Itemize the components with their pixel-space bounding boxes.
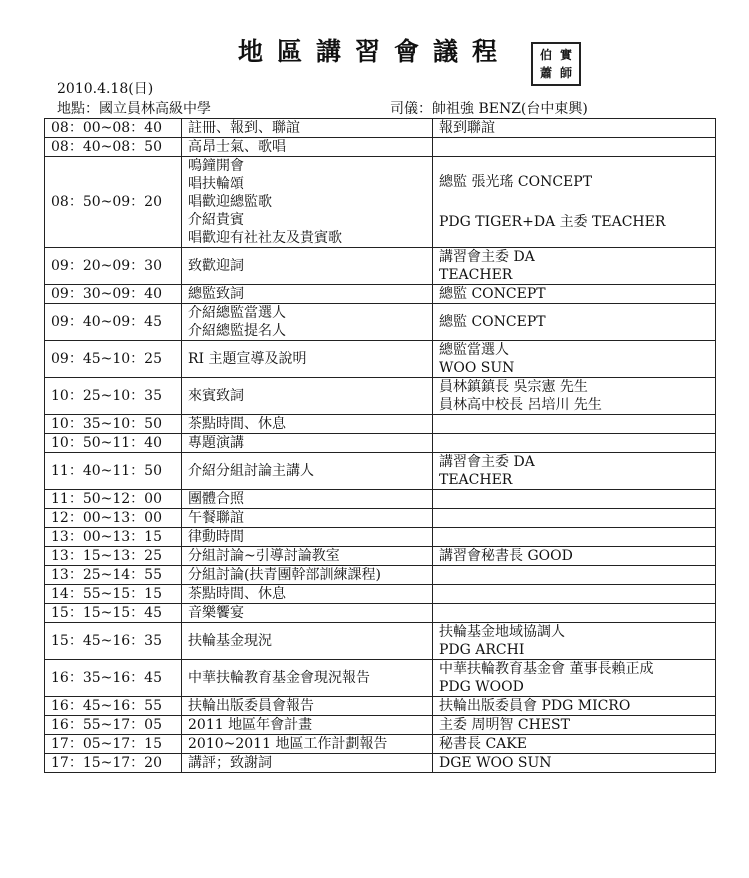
agenda-time: 11：50~12：00 xyxy=(45,490,182,509)
agenda-time: 14：55~15：15 xyxy=(45,585,182,604)
agenda-person-line: TEACHER xyxy=(439,267,513,283)
agenda-person xyxy=(433,585,716,604)
agenda-item-line: 高昂士氣、歌唱 xyxy=(188,139,286,155)
agenda-row xyxy=(45,453,716,490)
agenda-table xyxy=(44,118,716,773)
agenda-person xyxy=(433,547,716,566)
agenda-person-line: 講習會主委 DA xyxy=(439,454,535,470)
agenda-time: 15：15~15：45 xyxy=(45,604,182,623)
agenda-person-line: 秘書長 CAKE xyxy=(439,736,527,752)
agenda-person xyxy=(433,660,716,697)
agenda-person-line: 中華扶輪教育基金會 董事長賴正成 xyxy=(439,661,654,677)
agenda-item-line: 2011 地區年會計畫 xyxy=(188,717,313,733)
agenda-person-line: 員林高中校長 呂培川 先生 xyxy=(439,397,602,413)
agenda-row xyxy=(45,378,716,415)
agenda-time: 16：45~16：55 xyxy=(45,697,182,716)
agenda-row xyxy=(45,157,716,248)
agenda-person xyxy=(433,566,716,585)
agenda-item xyxy=(182,697,433,716)
agenda-row xyxy=(45,585,716,604)
agenda-item xyxy=(182,341,433,378)
agenda-item xyxy=(182,566,433,585)
agenda-item-line: 唱歡迎總監歌 xyxy=(188,194,272,210)
agenda-time: 10：35~10：50 xyxy=(45,415,182,434)
agenda-item-line: 專題演講 xyxy=(188,435,244,451)
agenda-item xyxy=(182,415,433,434)
agenda-item-line: 唱扶輪頌 xyxy=(188,176,244,192)
agenda-item xyxy=(182,623,433,660)
agenda-item-line: 來賓致詞 xyxy=(188,388,244,404)
agenda-person xyxy=(433,509,716,528)
agenda-item-line: 總監致詞 xyxy=(188,286,244,302)
agenda-person-line: 報到聯誼 xyxy=(439,120,495,136)
event-venue: 地點：國立員林高級中學 xyxy=(57,101,211,117)
agenda-item-line: 致歡迎詞 xyxy=(188,258,244,274)
agenda-person-line: WOO SUN xyxy=(439,360,515,376)
agenda-person-line: PDG ARCHI xyxy=(439,642,525,658)
agenda-person xyxy=(433,415,716,434)
seal-char: 實 xyxy=(559,48,572,62)
agenda-item-line: 介紹分組討論主講人 xyxy=(188,463,314,479)
agenda-row xyxy=(45,735,716,754)
agenda-item-line: 午餐聯誼 xyxy=(188,510,244,526)
agenda-item-line: 茶點時間、休息 xyxy=(188,416,286,432)
agenda-time: 10：50~11：40 xyxy=(45,434,182,453)
agenda-time: 13：25~14：55 xyxy=(45,566,182,585)
agenda-row xyxy=(45,415,716,434)
agenda-row xyxy=(45,660,716,697)
agenda-person xyxy=(433,285,716,304)
agenda-item xyxy=(182,248,433,285)
agenda-item xyxy=(182,138,433,157)
agenda-item xyxy=(182,604,433,623)
agenda-person xyxy=(433,341,716,378)
agenda-person xyxy=(433,490,716,509)
agenda-person-line: 總監當選人 xyxy=(439,342,509,358)
agenda-row xyxy=(45,604,716,623)
agenda-item-line: 介紹貴賓 xyxy=(188,212,244,228)
agenda-time: 09：30~09：40 xyxy=(45,285,182,304)
agenda-person-line: 扶輪基金地域協調人 xyxy=(439,624,565,640)
agenda-item xyxy=(182,547,433,566)
agenda-item xyxy=(182,453,433,490)
agenda-person xyxy=(433,528,716,547)
seal-char: 師 xyxy=(559,66,572,80)
agenda-item-line: 分組討論~引導討論教室 xyxy=(188,548,340,564)
agenda-item xyxy=(182,585,433,604)
agenda-time: 17：15~17：20 xyxy=(45,754,182,773)
agenda-person-line: 講習會主委 DA xyxy=(439,249,535,265)
agenda-time: 08：40~08：50 xyxy=(45,138,182,157)
agenda-row xyxy=(45,509,716,528)
agenda-item xyxy=(182,490,433,509)
agenda-person-line: 主委 周明智 CHEST xyxy=(439,717,570,733)
agenda-item-line: 講評；致謝詞 xyxy=(188,755,272,771)
agenda-row xyxy=(45,304,716,341)
agenda-person-line: 總監 CONCEPT xyxy=(439,314,546,330)
agenda-item-line: 音樂饗宴 xyxy=(188,605,244,621)
agenda-time: 09：40~09：45 xyxy=(45,304,182,341)
agenda-person-line: DGE WOO SUN xyxy=(439,755,552,771)
agenda-person xyxy=(433,434,716,453)
agenda-item xyxy=(182,119,433,138)
agenda-time: 09：20~09：30 xyxy=(45,248,182,285)
agenda-item xyxy=(182,528,433,547)
agenda-item-line: 鳴鐘開會 xyxy=(188,158,244,174)
agenda-item-line: 律動時間 xyxy=(188,529,244,545)
agenda-item-line: 茶點時間、休息 xyxy=(188,586,286,602)
agenda-time: 08：50~09：20 xyxy=(45,157,182,248)
agenda-row xyxy=(45,528,716,547)
agenda-person xyxy=(433,378,716,415)
agenda-person-line: 講習會秘書長 GOOD xyxy=(439,548,573,564)
agenda-row xyxy=(45,248,716,285)
agenda-item-line: 2010~2011 地區工作計劃報告 xyxy=(188,736,388,752)
agenda-item xyxy=(182,735,433,754)
agenda-time: 17：05~17：15 xyxy=(45,735,182,754)
agenda-time: 10：25~10：35 xyxy=(45,378,182,415)
agenda-time: 16：35~16：45 xyxy=(45,660,182,697)
agenda-item xyxy=(182,285,433,304)
agenda-person-line: TEACHER xyxy=(439,472,513,488)
agenda-item xyxy=(182,434,433,453)
agenda-person-line: 總監 CONCEPT xyxy=(439,286,546,302)
agenda-person-line: PDG WOOD xyxy=(439,679,524,695)
agenda-row xyxy=(45,119,716,138)
agenda-row xyxy=(45,490,716,509)
agenda-person xyxy=(433,623,716,660)
agenda-person xyxy=(433,604,716,623)
agenda-person-line: PDG TIGER+DA 主委 TEACHER xyxy=(439,214,666,230)
agenda-item-line: 扶輪基金現況 xyxy=(188,633,272,649)
agenda-person xyxy=(433,119,716,138)
agenda-row xyxy=(45,754,716,773)
agenda-time: 11：40~11：50 xyxy=(45,453,182,490)
agenda-row xyxy=(45,623,716,660)
page-title: 地區講習會議程 xyxy=(237,37,511,66)
agenda-person xyxy=(433,754,716,773)
seal-stamp xyxy=(531,42,581,86)
agenda-item-line: 唱歡迎有社社友及貴賓歌 xyxy=(188,230,342,246)
agenda-person xyxy=(433,157,716,248)
agenda-time: 15：45~16：35 xyxy=(45,623,182,660)
agenda-item-line: 介紹總監提名人 xyxy=(188,323,286,339)
agenda-item-line: 中華扶輪教育基金會現況報告 xyxy=(188,670,370,686)
agenda-person-line: 總監 張光瑤 CONCEPT xyxy=(439,174,593,190)
agenda-person xyxy=(433,304,716,341)
agenda-person-line: 扶輪出版委員會 PDG MICRO xyxy=(439,698,631,714)
agenda-item xyxy=(182,304,433,341)
agenda-item xyxy=(182,716,433,735)
agenda-time: 13：00~13：15 xyxy=(45,528,182,547)
agenda-row xyxy=(45,566,716,585)
agenda-row xyxy=(45,697,716,716)
agenda-person-line: 員林鎮鎮長 吳宗憲 先生 xyxy=(439,379,588,395)
agenda-time: 09：45~10：25 xyxy=(45,341,182,378)
agenda-time: 08：00~08：40 xyxy=(45,119,182,138)
agenda-item-line: 註冊、報到、聯誼 xyxy=(188,120,300,136)
agenda-item xyxy=(182,660,433,697)
agenda-time: 13：15~13：25 xyxy=(45,547,182,566)
agenda-person xyxy=(433,697,716,716)
agenda-row xyxy=(45,716,716,735)
agenda-item xyxy=(182,754,433,773)
agenda-item xyxy=(182,509,433,528)
agenda-item-line: 團體合照 xyxy=(188,491,244,507)
agenda-item-line: 介紹總監當選人 xyxy=(188,305,286,321)
agenda-row xyxy=(45,434,716,453)
agenda-row xyxy=(45,138,716,157)
agenda-person xyxy=(433,453,716,490)
seal-char: 伯 xyxy=(539,48,552,62)
agenda-item-line: 分組討論(扶青團幹部訓練課程) xyxy=(188,567,381,583)
agenda-person xyxy=(433,716,716,735)
agenda-item-line: RI 主題宣導及說明 xyxy=(188,351,307,367)
seal-char: 蕭 xyxy=(539,66,552,80)
agenda-item xyxy=(182,157,433,248)
agenda-time: 12：00~13：00 xyxy=(45,509,182,528)
agenda-time: 16：55~17：05 xyxy=(45,716,182,735)
agenda-person xyxy=(433,735,716,754)
event-date: 2010.4.18(日) xyxy=(57,81,154,97)
agenda-item xyxy=(182,378,433,415)
agenda-row xyxy=(45,285,716,304)
agenda-row xyxy=(45,547,716,566)
agenda-item-line: 扶輪出版委員會報告 xyxy=(188,698,314,714)
agenda-row xyxy=(45,341,716,378)
agenda-person xyxy=(433,248,716,285)
agenda-person xyxy=(433,138,716,157)
event-emcee: 司儀：帥祖強 BENZ(台中東興) xyxy=(390,101,588,117)
